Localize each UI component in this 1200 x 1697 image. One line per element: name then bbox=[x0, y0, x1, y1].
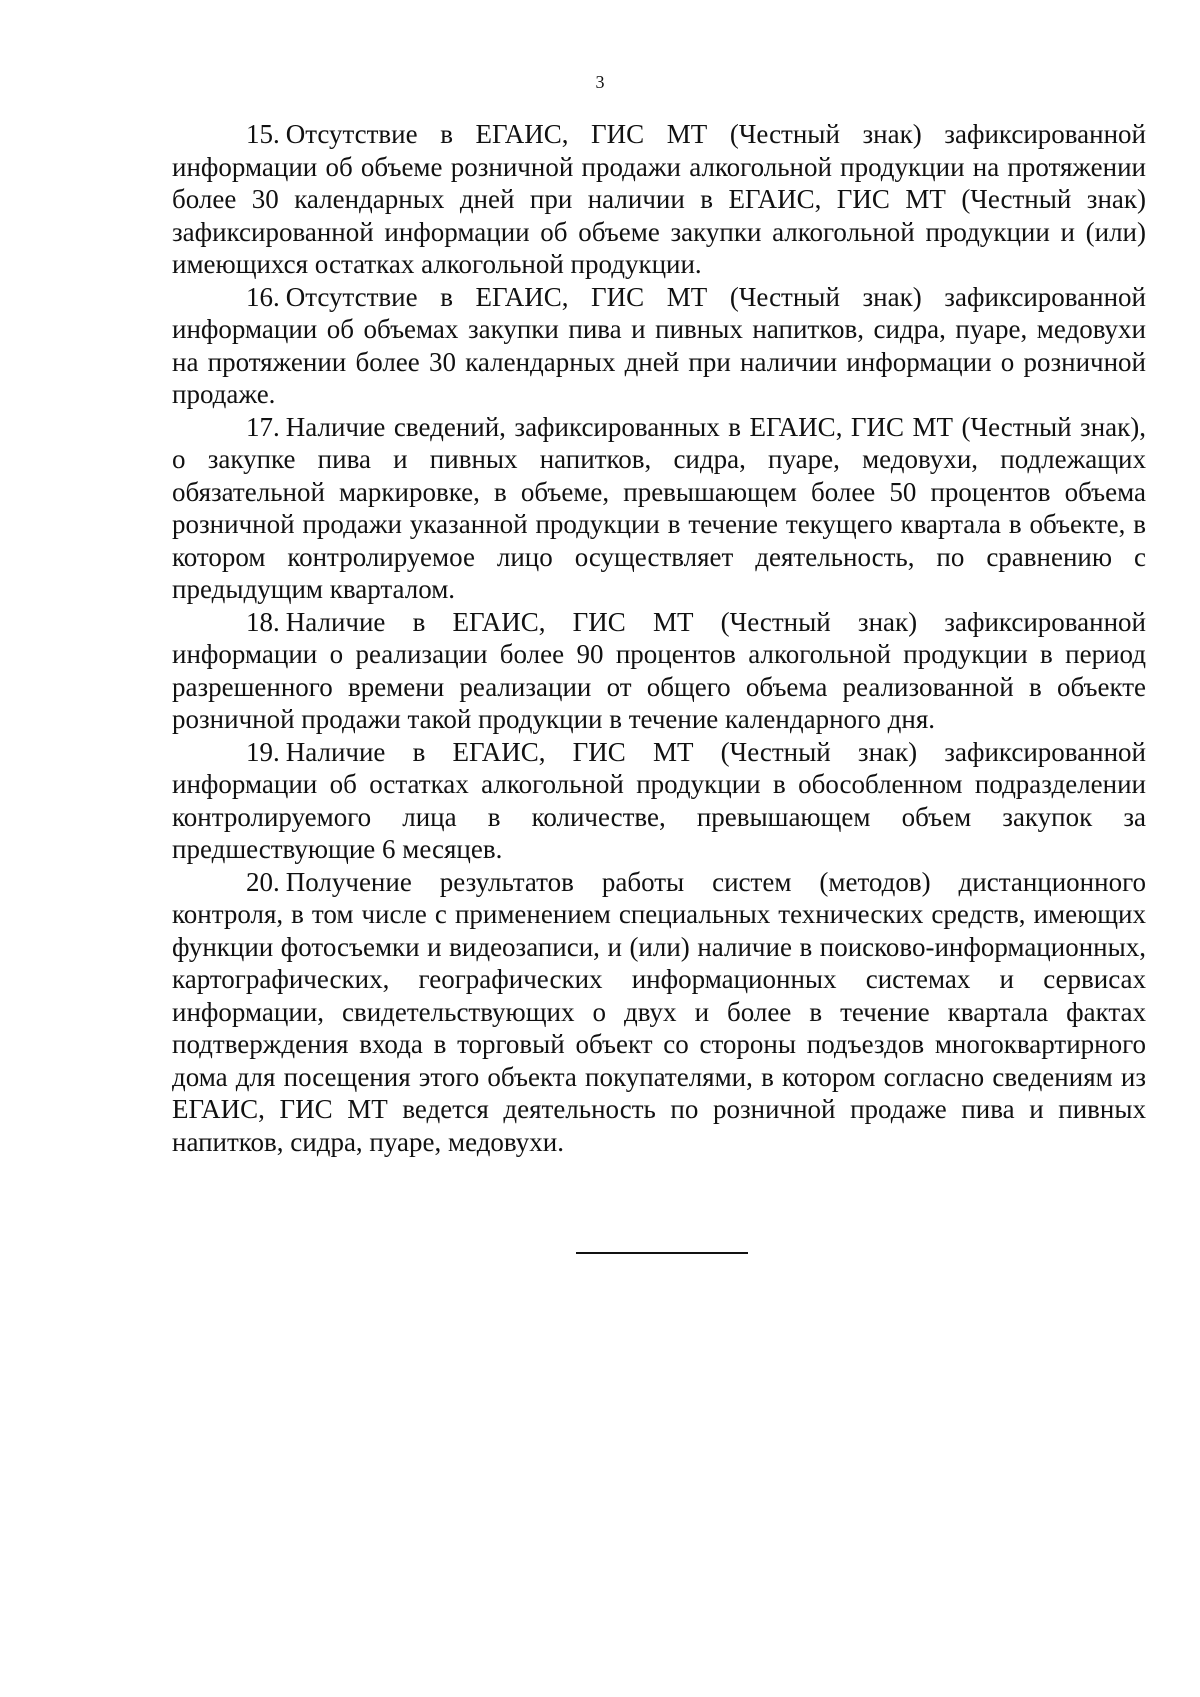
item-number: 18. bbox=[246, 606, 280, 637]
item-text: Наличие в ЕГАИС, ГИС МТ (Честный знак) зафиксированной информации о реализации более 90 процентов алкогольной продукции в период разрешенного времени реализации от общего объема реализованной в объекте розничной продажи такой продукции в течение календарного дня. bbox=[172, 606, 1146, 734]
item-text: Отсутствие в ЕГАИС, ГИС МТ (Честный знак) зафиксированной информации об объемах закупки пива и пивных напитков, сидра, пуаре, медовухи на протяжении более 30 календарных дней при наличии информации о розничной продаже. bbox=[172, 281, 1146, 409]
list-item-20 bbox=[172, 866, 1146, 1159]
item-number: 16. bbox=[246, 281, 280, 312]
item-number: 15. bbox=[246, 119, 280, 149]
item-text: Наличие в ЕГАИС, ГИС МТ (Честный знак) зафиксированной информации об остатках алкогольной продукции в обособленном подразделении контролируемого лица в количестве, превышающем объем закупок за предшествующие 6 месяцев. bbox=[172, 736, 1146, 864]
item-text: Получение результатов работы систем (методов) дистанционного контроля, в том числе с применением специальных технических средств, имеющих функции фотосъемки и видеозаписи, и (или) наличие в поисково-информационных, картографических, географических информационных системах и сервисах информации, свидетельствующих о двух и более в течение квартала фактах подтверждения входа в торговый объект со стороны подъездов многоквартирного дома для посещения этого объекта покупателями, в котором согласно сведениям из ЕГАИС, ГИС МТ ведется деятельность по розничной продаже пива и пивных напитков, сидра, пуаре, медовухи. bbox=[172, 866, 1146, 1157]
item-number: 19. bbox=[246, 736, 280, 767]
list-item-18 bbox=[172, 606, 1146, 736]
list-item-15 bbox=[172, 118, 1146, 281]
list-item-17 bbox=[172, 411, 1146, 606]
document-body bbox=[172, 118, 1146, 1158]
item-number: 17. bbox=[246, 411, 280, 442]
list-item-19 bbox=[172, 736, 1146, 866]
item-text: Наличие сведений, зафиксированных в ЕГАИС, ГИС МТ (Честный знак), о закупке пива и пивных напитков, сидра, пуаре, медовухи, подлежащих обязательной маркировке, в объеме, превышающем более 50 процентов объема розничной продажи указанной продукции в течение текущего квартала в объекте, в котором контролируемое лицо осуществляет деятельность, по сравнению с предыдущим кварталом. bbox=[172, 411, 1146, 604]
end-of-document-rule bbox=[576, 1252, 748, 1254]
list-item-16 bbox=[172, 281, 1146, 411]
page-number: 3 bbox=[595, 72, 605, 92]
item-text: Отсутствие в ЕГАИС, ГИС МТ (Честный знак) зафиксированной информации об объеме розничной продажи алкогольной продукции на протяжении более 30 календарных дней при наличии в ЕГАИС, ГИС МТ (Честный знак) зафиксированной информации об объеме закупки алкогольной продукции и (или) имеющихся остатках алкогольной продукции. bbox=[172, 119, 1146, 279]
item-number: 20. bbox=[246, 866, 280, 897]
